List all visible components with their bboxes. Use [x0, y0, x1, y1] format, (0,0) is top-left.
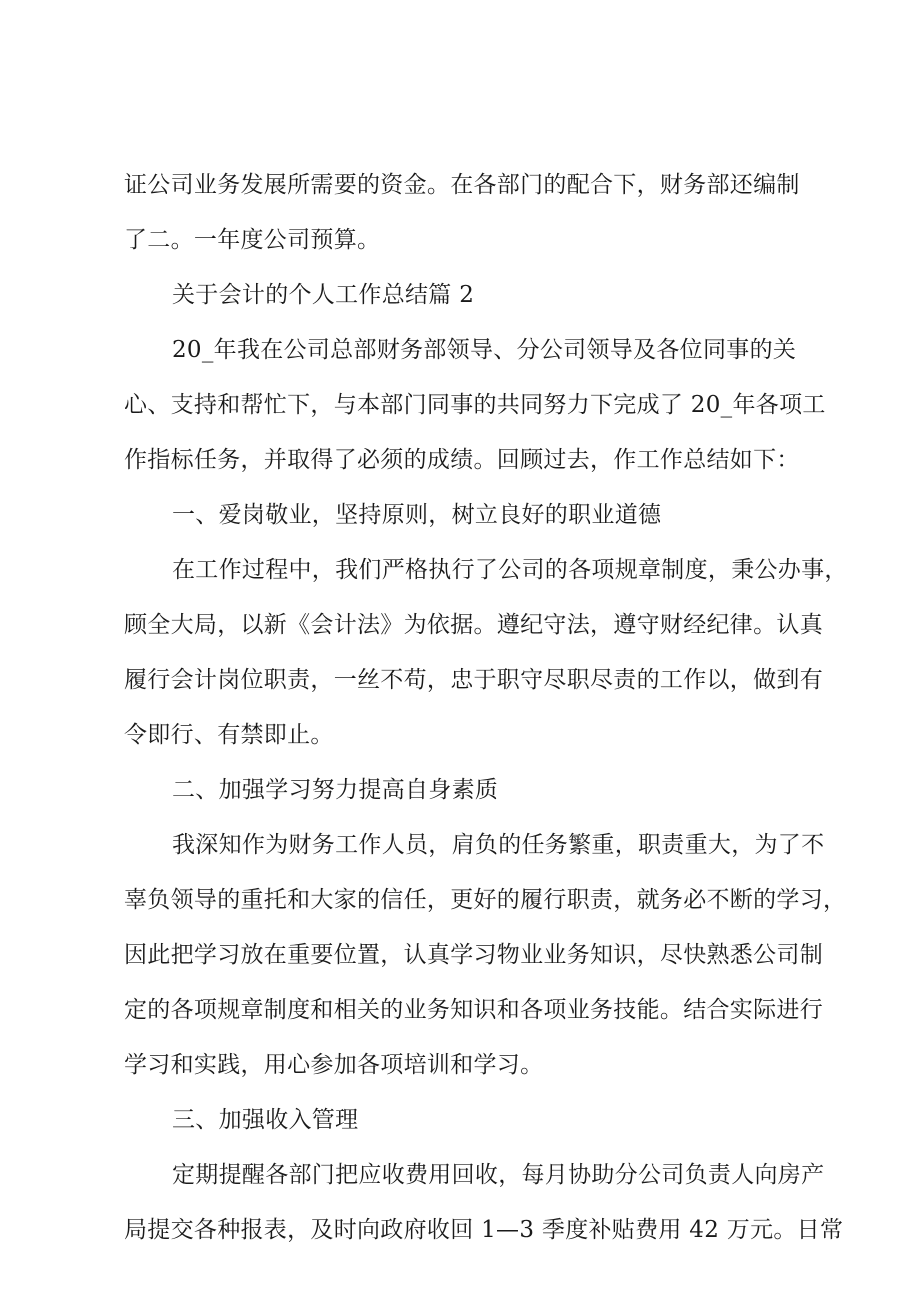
text-line: 令即行、有禁即止。	[124, 722, 334, 748]
text-line: 辜负领导的重托和大家的信任，更好的履行职责，就务必不断的学习，	[124, 887, 847, 913]
text-line: 我深知作为财务工作人员，肩负的任务繁重，职责重大，为了不	[172, 832, 825, 858]
text-line: 证公司业务发展所需要的资金。在各部门的配合下，财务部还编制	[124, 172, 800, 198]
document-page	[124, 158, 848, 1258]
text-line: 在工作过程中，我们严格执行了公司的各项规章制度，秉公办事，	[172, 557, 848, 583]
text-line: 顾全大局，以新《会计法》为依据。遵纪守法，遵守财经纪律。认真	[124, 612, 823, 638]
section-heading: 三、加强收入管理	[172, 1107, 359, 1133]
text-line: 定的各项规章制度和相关的业务知识和各项业务技能。结合实际进行	[124, 997, 823, 1023]
section-title: 关于会计的个人工作总结篇 2	[172, 282, 475, 308]
text-line: 学习和实践，用心参加各项培训和学习。	[124, 1052, 544, 1078]
text-line: 了二。一年度公司预算。	[124, 227, 381, 253]
section-heading: 二、加强学习努力提高自身素质	[172, 777, 499, 803]
section-heading: 一、爱岗敬业，坚持原则，树立良好的职业道德	[172, 502, 662, 528]
text-line: 20_年我在公司总部财务部领导、分公司领导及各位同事的关	[172, 337, 797, 363]
text-line: 定期提醒各部门把应收费用回收，每月协助分公司负责人向房产	[172, 1162, 825, 1188]
text-line: 因此把学习放在重要位置，认真学习物业业务知识，尽快熟悉公司制	[124, 942, 823, 968]
text-line: 局提交各种报表，及时向政府收回 1—3 季度补贴费用 42 万元。日常	[124, 1217, 844, 1243]
text-line: 履行会计岗位职责，一丝不苟，忠于职守尽职尽责的工作以，做到有	[124, 667, 823, 693]
text-line: 作指标任务，并取得了必须的成绩。回顾过去，作工作总结如下：	[124, 447, 800, 473]
text-line: 心、支持和帮忙下，与本部门同事的共同努力下完成了 20_年各项工	[124, 392, 826, 418]
